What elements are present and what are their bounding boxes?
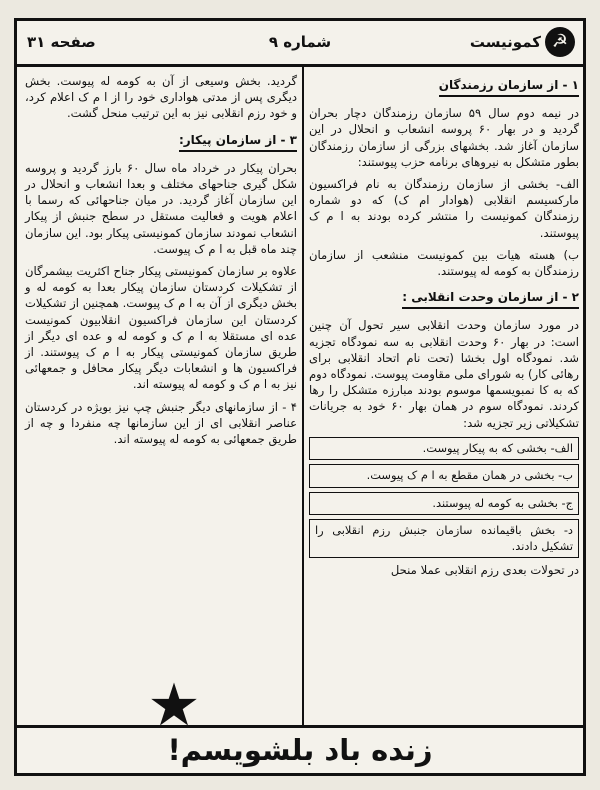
section-1-paragraph: ب) هسته هیات بین کمونیست منشعب از سازمان رزمندگان به کومه له پیوستند. [309,247,579,279]
section-3-paragraph: بحران پیکار در خرداد ماه سال ۶۰ بارز گردید و پروسه شکل گیری جناحهای مختلف و بعدا انشعاب و انحلال در این سازمان آغاز گردید. در میان جناحهائی که رسما با اعلام هویت و فعالیت مستقل در سطح جنبش از پیکار انشعاب نمودند سازمان کمونیستی پیکار بود. این سازمان چند ماه قبل به ا م ک پیوست. [25,160,297,256]
left-column [25,73,297,453]
section-2-item: الف- بخشی که به پیکار پیوست. [309,437,579,461]
star-icon [149,681,199,727]
section-2-item: ج- بخشی به کومه له پیوستند. [309,492,579,516]
section-2-intro: در مورد سازمان وحدت انقلابی سیر تحول آن چنین است: در بهار ۶۰ وحدت انقلابی به سه نمودگاه تجزیه شد. نمودگاه اول بخشا (تحت نام اتحاد انقلابی برای رهائی کار) به شورای ملی مقاومت پیوست. نمودگاه دوم که به کا نمبویسمها موسوم بودند مبارزه متشکل را رها کردند. نمودگاه سوم در همان بهار ۶۰ خود به جریانات تشکیلاتی زیر تجزیه شد: [309,318,579,430]
continued-paragraph: گردید. بخش وسیعی از آن به کومه له پیوست. بخش دیگری پس از مدتی هواداری خود را از ا م ک اعلام کرد، و خود رزم انقلابی نیز به این ترتیب منحل گشت. [25,74,297,121]
issue-number: شماره ۹ [268,33,332,51]
section-1-heading: ۱ - از سازمان رزمندگان [439,77,579,97]
section-2-closing: در تحولات بعدی رزم انقلابی عملا منحل [390,563,579,578]
section-2-item: ب- بخشی در همان مقطع به ا م ک پیوست. [309,464,579,488]
publication-title: کمونیست [469,33,541,51]
section-4-paragraph: ۴ - از سازمانهای دیگر جنبش چپ نیز بویژه در کردستان عناصر انقلابی ای از این سازمانها چه منفردا و چه از طریق جمعهائی به کومه له پیوسته اند. [25,399,297,447]
slogan-banner: زنده باد بلشویسم! [17,725,583,773]
section-2-heading: ۲ - از سازمان وحدت انقلابی : [402,289,579,309]
page-number: صفحه ۳۱ [27,33,96,51]
hammer-sickle-icon: ☭ [545,27,575,57]
section-3-paragraph: علاوه بر سازمان کمونیستی پیکار جناح اکثریت بیشمرگان از تشکیلات کردستان سازمان پیکار بعدا به کومه له و بخش دیگری از آن به ا م ک پیوست. همچنین از تشکیلات کردستان این سازمان فراکسیون انقلابیون کمونیست عده ای مستقلا به ا م ک و کومه له و عده ای دیگر از طریق سازمان کمونیستی پیکار به ا م ک پیوستند. از فراکسیون ها و انشعابات دیگر پیکار محافل و جمعهائی نیز به ا م ک و کومه له پیوسته اند. [25,264,297,392]
section-1-paragraph: در نیمه دوم سال ۵۹ سازمان رزمندگان دچار بحران گردید و در بهار ۶۰ پروسه انشعاب و انحلال در این سازمان آغاز شد. بخشهای بزرگی از سازمان رزمندگان بطور متشکل به نیروهای برنامه حزب پیوستند: [309,106,579,169]
page-header [17,21,583,67]
column-divider [302,67,304,725]
section-2-item: د- بخش باقیمانده سازمان جنبش رزم انقلابی را تشکیل دادند. [309,519,579,558]
section-3-heading: ۳ - از سازمان پیکار: [179,132,297,152]
right-column [309,73,579,585]
document-page [14,18,586,776]
section-1-paragraph: الف- بخشی از سازمان رزمندگان به نام فراکسیون مارکسیسم انقلابی (هوادار ام ک) که دو شماره رزمندگان کمونیست را منتشر کرده بودند به ا م ک پیوستند. [309,177,579,240]
